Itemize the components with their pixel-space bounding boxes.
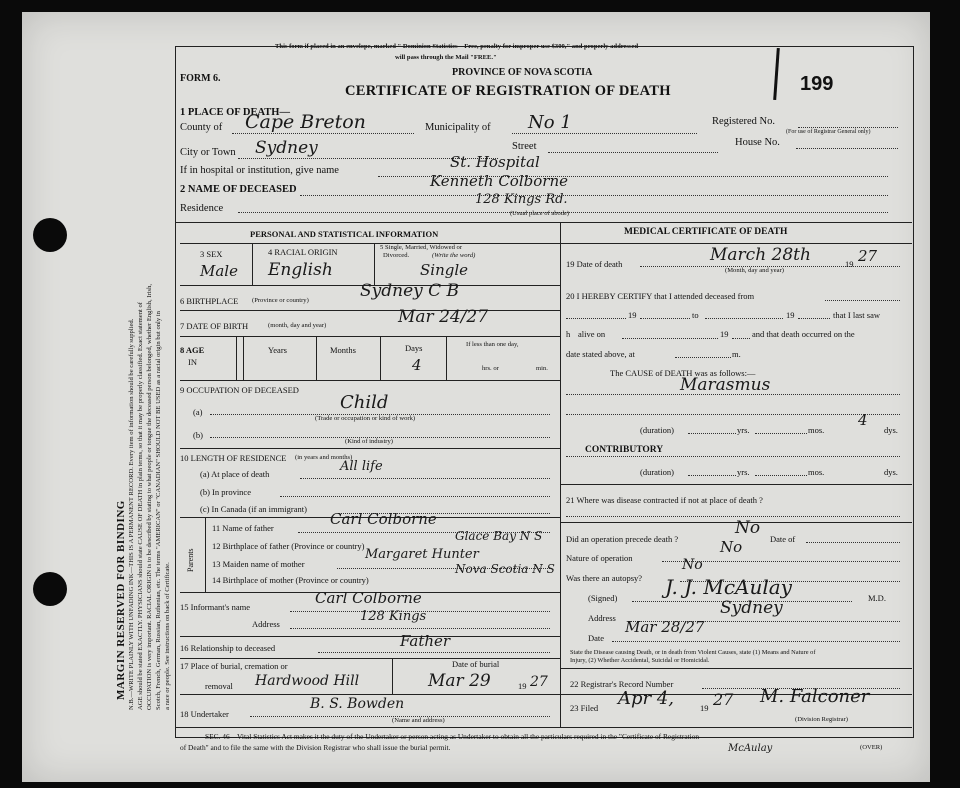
- occupation-a-note: (Trade or occupation or kind of work): [315, 415, 416, 422]
- margin-instruction-2: AGE should be stated EXACTLY. PHYSICIANS should state CAUSE OF DEATH in plain terms, so that it may be properly classified. Exact statement of: [137, 302, 144, 710]
- cause-value: Marasmus: [680, 375, 771, 395]
- residence-length-label: 10 LENGTH OF RESIDENCE: [180, 453, 287, 463]
- father-birthplace-label: 12 Birthplace of father (Province or country): [212, 541, 365, 551]
- cause-label: The CAUSE of DEATH was as follows:—: [610, 368, 756, 378]
- city-label: City or Town: [180, 147, 236, 158]
- physician-address-value: Sydney: [720, 598, 783, 618]
- margin-reserved-label: MARGIN RESERVED FOR BINDING: [115, 500, 127, 700]
- undertaker-label: 18 Undertaker: [180, 709, 229, 719]
- county-label: County of: [180, 122, 223, 133]
- undertaker-note: (Name and address): [392, 717, 445, 724]
- certificate-title: CERTIFICATE OF REGISTRATION OF DEATH: [345, 83, 671, 99]
- burial-year-prefix: 19: [518, 681, 527, 691]
- certify-date-stated: date stated above, at: [566, 349, 635, 359]
- hospital-value: St. Hospital: [450, 153, 540, 171]
- birthplace-value: Sydney C B: [360, 281, 460, 301]
- cause-mos-label: mos.: [808, 425, 825, 435]
- burial-year-value: 27: [530, 674, 548, 690]
- mother-birthplace-value: Nova Scotia N S: [455, 562, 555, 576]
- footer-sec-46-line-1: SEC. 46—Vital Statistics Act makes it the duty of the Undertaker or person acting as Undertaker to obtain all the particulars required in the "Certificate of Registration: [205, 732, 700, 741]
- days-value: 4: [412, 356, 422, 374]
- physician-signature: J. J. McAulay: [665, 575, 792, 599]
- burial-date-label: Date of burial: [452, 659, 500, 669]
- certify-last-saw: that I last saw: [833, 310, 880, 320]
- burial-place-value: Hardwood Hill: [255, 673, 360, 689]
- certificate-number: 199: [800, 73, 834, 95]
- informant-address-label: Address: [252, 619, 280, 629]
- date-of-death-value: March 28th: [710, 245, 811, 265]
- form-number: FORM 6.: [180, 73, 221, 84]
- certify-19-c: 19: [720, 329, 729, 339]
- father-name-label: 11 Name of father: [212, 523, 274, 533]
- residence-b-label: (b) In province: [200, 487, 251, 497]
- certify-h: h: [566, 329, 571, 339]
- envelope-note-2: will pass through the Mail "FREE.": [395, 54, 497, 61]
- physician-date-value: Mar 28/27: [625, 618, 705, 636]
- margin-instruction-3: OCCUPATION is very important. RACIAL ORIGIN is to be described by stating to what people or tongue the deceased person belonged, whether English, Irish,: [146, 283, 153, 710]
- nature-operation-value: No: [720, 538, 743, 556]
- residence-value: 128 Kings Rd.: [475, 192, 568, 207]
- date-of-death-note: (Month, day and year): [725, 267, 784, 274]
- division-registrar-note: (Division Registrar): [795, 716, 848, 723]
- dob-label: 7 DATE OF BIRTH: [180, 321, 249, 331]
- mother-name-value: Margaret Hunter: [365, 547, 479, 562]
- street-label: Street: [512, 141, 537, 152]
- dob-sub: (month, day and year): [268, 322, 327, 329]
- marital-label-3: (Write the word): [432, 252, 476, 259]
- binder-hole-top: [33, 218, 67, 252]
- certify-19-b: 19: [786, 310, 795, 320]
- cause-yrs-label: yrs.: [737, 425, 750, 435]
- registered-no-label: Registered No.: [712, 116, 775, 127]
- hrs-label: hrs. or: [482, 365, 499, 372]
- certify-19-a: 19: [628, 310, 637, 320]
- contrib-mos-label: mos.: [808, 467, 825, 477]
- residence-a-value: All life: [340, 459, 383, 474]
- father-name-value: Carl Colborne: [330, 510, 437, 528]
- column-divider: [560, 222, 561, 727]
- cause-mos-value: 4: [858, 411, 868, 429]
- registrar-note: (For use of Registrar General only): [786, 129, 871, 135]
- contributory-label: CONTRIBUTORY: [585, 445, 664, 455]
- registrar-record-label: 22 Registrar's Record Number: [570, 679, 674, 689]
- contracted-label: 21 Where was disease contracted if not at place of death ?: [566, 495, 763, 505]
- contrib-yrs-label: yrs.: [737, 467, 750, 477]
- physician-date-label: Date: [588, 633, 605, 643]
- binder-hole-bottom: [33, 572, 67, 606]
- certify-line-1: 20 I HEREBY CERTIFY that I attended deceased from: [566, 291, 755, 301]
- cause-dys-label: dys.: [884, 425, 898, 435]
- less-day-label: If less than one day,: [466, 341, 519, 348]
- residence-c-label: (c) In Canada (if an immigrant): [200, 504, 307, 514]
- certify-m: m.: [732, 349, 741, 359]
- house-no-label: House No.: [735, 137, 780, 148]
- margin-instruction-1: N.B.—WRITE PLAINLY WITH UNFADING INK—THIS IS A PERMANENT RECORD. Every item of information should be carefully supplied.: [128, 318, 135, 710]
- marital-value: Single: [420, 261, 469, 279]
- cause-duration-label: (duration): [640, 425, 674, 435]
- dob-value: Mar 24/27: [398, 307, 489, 327]
- margin-instruction-4: Scotch, French, German, Russian, Ruthenian, etc. The terms "AMERICAN" or "CANADIAN" SHOULD NOT BE USED as a racial origin but only in: [155, 311, 162, 710]
- age-in-label: IN: [188, 357, 197, 367]
- deceased-name-value: Kenneth Colborne: [430, 172, 568, 190]
- margin-instruction-5: a race or people. See instructions on back of Certificate.: [164, 562, 171, 710]
- burial-date-value: Mar 29: [428, 671, 491, 691]
- md-label: M.D.: [868, 593, 886, 603]
- marital-label-2: Divorced.: [383, 252, 410, 259]
- signed-label: (Signed): [588, 593, 618, 603]
- footer-stamp: McAulay: [728, 743, 773, 754]
- autopsy-value: No: [682, 557, 703, 573]
- death-year-value: 27: [858, 247, 878, 265]
- mother-name-label: 13 Maiden name of mother: [212, 559, 305, 569]
- years-label: Years: [268, 345, 287, 355]
- medical-section-title: MEDICAL CERTIFICATE OF DEATH: [624, 227, 788, 237]
- nature-operation-label: Nature of operation: [566, 553, 633, 563]
- birthplace-sub: (Province or country): [252, 297, 309, 304]
- municipality-value: No 1: [528, 112, 572, 133]
- violent-note-1: State the Disease causing Death, or in death from Violent Causes, state (1) Means and Nature of: [570, 649, 816, 656]
- racial-origin-value: English: [268, 260, 333, 280]
- marital-label-1: 5 Single, Married, Widowed or: [380, 244, 463, 251]
- footer-divider: [175, 727, 912, 728]
- physician-address-label: Address: [588, 613, 616, 623]
- occupation-label: 9 OCCUPATION OF DECEASED: [180, 385, 299, 395]
- city-value: Sydney: [255, 138, 318, 158]
- province-heading: PROVINCE OF NOVA SCOTIA: [452, 67, 593, 78]
- certify-to: to: [692, 310, 699, 320]
- filed-year-prefix: 19: [700, 703, 709, 713]
- racial-origin-label: 4 RACIAL ORIGIN: [268, 247, 338, 257]
- footer-over-label: (OVER): [860, 744, 883, 751]
- occupation-a: (a): [193, 407, 203, 417]
- occupation-b-note: (Kind of industry): [345, 438, 393, 445]
- operation-label: Did an operation precede death ?: [566, 534, 679, 544]
- birthplace-label: 6 BIRTHPLACE: [180, 296, 239, 306]
- burial-label-2: removal: [205, 681, 233, 691]
- occupation-value: Child: [340, 392, 389, 413]
- residence-label: Residence: [180, 203, 224, 214]
- operation-date-label: Date of: [770, 534, 796, 544]
- personal-section-title: PERSONAL AND STATISTICAL INFORMATION: [250, 229, 439, 239]
- relationship-value: Father: [400, 632, 451, 650]
- father-birthplace-value: Glace Bay N S: [455, 529, 543, 543]
- filed-year-value: 27: [713, 690, 734, 709]
- occupation-b: (b): [193, 430, 203, 440]
- violent-note-2: Injury, (2) Whether Accidental, Suicidal or Homicidal.: [570, 657, 710, 664]
- name-label: 2 NAME OF DECEASED: [180, 184, 297, 195]
- sex-label: 3 SEX: [200, 249, 223, 259]
- informant-label: 15 Informant's name: [180, 602, 250, 612]
- certify-death-occurred: and that death occurred on the: [752, 329, 855, 339]
- days-label: Days: [405, 343, 423, 353]
- informant-value: Carl Colborne: [315, 589, 422, 607]
- min-label: min.: [536, 365, 548, 372]
- hospital-label: If in hospital or institution, give name: [180, 165, 339, 176]
- informant-address-value: 128 Kings: [360, 609, 427, 624]
- filed-label: 23 Filed: [570, 703, 599, 713]
- filed-date-value: Apr 4,: [618, 688, 675, 709]
- burial-label-1: 17 Place of burial, cremation or: [180, 661, 288, 671]
- residence-note: (Usual place of abode): [510, 210, 570, 217]
- envelope-note-1: This form if placed in an envelope, marked " Dominion Statistics—Free, penalty for improper use $300," and properly addressed: [275, 43, 639, 50]
- place-heading: 1 PLACE OF DEATH—: [180, 107, 290, 118]
- mother-birthplace-label: 14 Birthplace of mother (Province or country): [212, 575, 369, 585]
- months-label: Months: [330, 345, 356, 355]
- death-year-prefix: 19: [845, 259, 854, 269]
- autopsy-label: Was there an autopsy?: [566, 573, 643, 583]
- section-divider: [175, 222, 912, 223]
- age-label: 8 AGE: [180, 345, 205, 355]
- parents-label: Parents: [186, 548, 195, 572]
- municipality-label: Municipality of: [425, 122, 491, 133]
- sex-value: Male: [200, 262, 238, 280]
- residence-a-label: (a) At place of death: [200, 469, 270, 479]
- undertaker-value: B. S. Bowden: [310, 696, 405, 712]
- division-registrar-signature: M. Falconer: [760, 686, 870, 707]
- certify-alive-on: alive on: [578, 329, 606, 339]
- relationship-label: 16 Relationship to deceased: [180, 643, 276, 653]
- contrib-duration-label: (duration): [640, 467, 674, 477]
- contrib-dys-label: dys.: [884, 467, 898, 477]
- date-of-death-label: 19 Date of death: [566, 259, 623, 269]
- operation-value: No: [735, 518, 761, 538]
- residence-length-sub: (in years and months): [295, 454, 353, 461]
- footer-sec-46-line-2: of Death" and to file the same with the Division Registrar who shall issue the burial permit.: [180, 743, 451, 752]
- county-value: Cape Breton: [245, 111, 366, 133]
